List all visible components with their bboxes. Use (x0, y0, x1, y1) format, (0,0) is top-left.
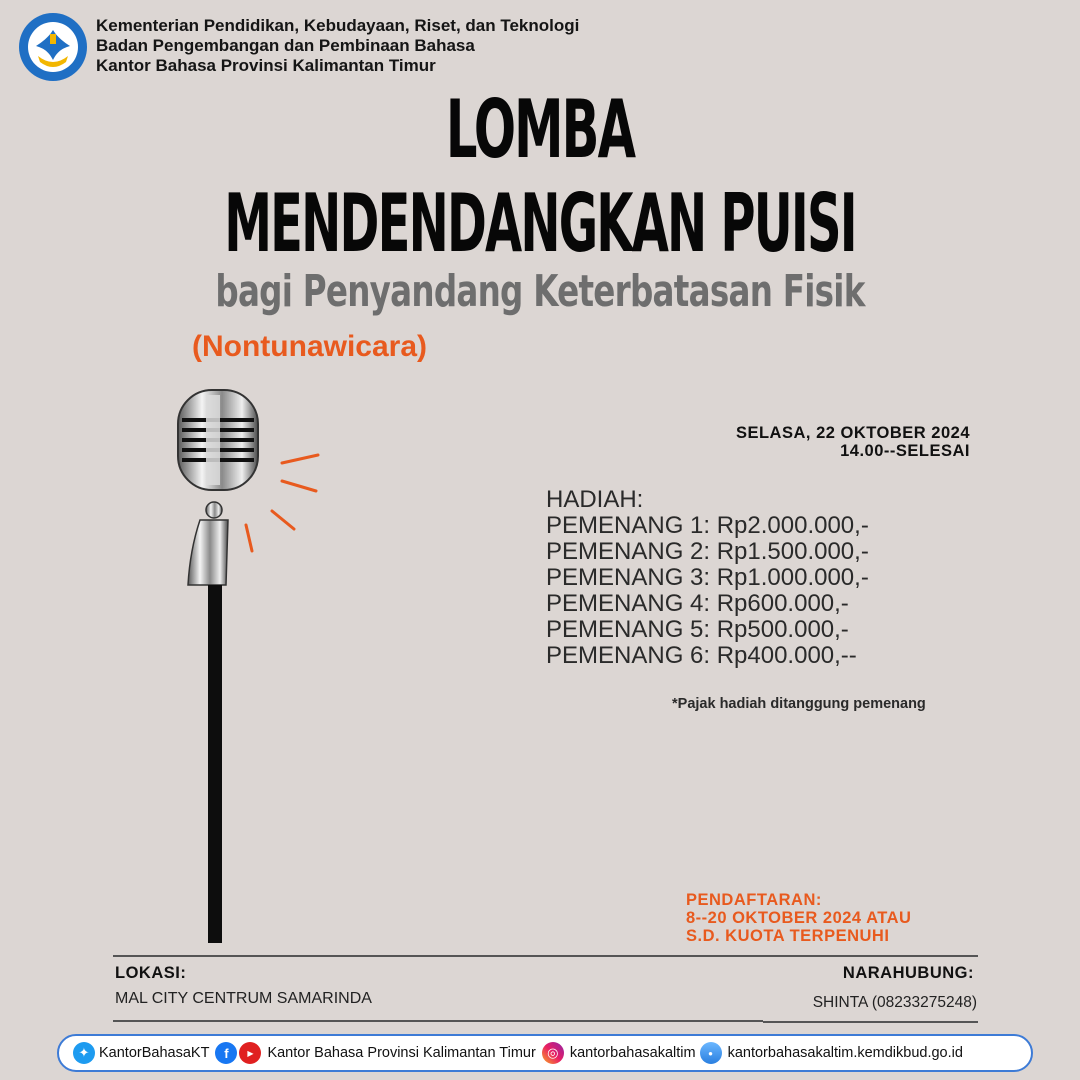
divider-bottom-right (763, 1021, 978, 1023)
location-label: LOKASI: (115, 964, 187, 982)
prize-item: PEMENANG 6: Rp400.000,-- (546, 642, 857, 669)
instagram-handle[interactable]: kantorbahasakaltim (569, 1045, 696, 1061)
divider-top (113, 955, 978, 957)
kemdikbud-logo-icon (18, 12, 88, 82)
registration-label: PENDAFTARAN: (686, 891, 822, 909)
org-line-ministry: Kementerian Pendidikan, Kebudayaan, Riset, dan Teknologi (96, 16, 580, 35)
prize-item: PEMENANG 1: Rp2.000.000,- (546, 512, 869, 539)
event-time: 14.00--SELESAI (840, 442, 970, 460)
title-line-2: MENDENDANGKAN PUISI (224, 177, 856, 270)
twitter-icon[interactable]: ✦ (73, 1042, 95, 1064)
prize-item: PEMENANG 3: Rp1.000.000,- (546, 564, 869, 591)
registration-dates: 8--20 OKTOBER 2024 ATAU (686, 909, 912, 927)
org-line-office: Kantor Bahasa Provinsi Kalimantan Timur (96, 56, 436, 75)
category-note: (Nontunawicara) (192, 330, 428, 363)
prize-item: PEMENANG 2: Rp1.500.000,- (546, 538, 869, 565)
tax-note: *Pajak hadiah ditanggung pemenang (672, 696, 926, 712)
org-line-agency: Badan Pengembangan dan Pembinaan Bahasa (96, 36, 475, 55)
microphone-icon (160, 385, 340, 955)
instagram-icon[interactable]: ◎ (542, 1042, 564, 1064)
event-date: SELASA, 22 OKTOBER 2024 (735, 424, 970, 442)
prize-heading: HADIAH: (546, 486, 644, 513)
website-icon[interactable]: ● (700, 1042, 722, 1064)
contact-label: NARAHUBUNG: (842, 964, 974, 982)
registration-quota: S.D. KUOTA TERPENUHI (686, 927, 890, 945)
registration-info (686, 891, 911, 945)
facebook-icon[interactable]: f (215, 1042, 237, 1064)
website-url[interactable]: kantorbahasakaltim.kemdikbud.go.id (727, 1045, 963, 1061)
event-schedule (736, 424, 970, 460)
subtitle: bagi Penyandang Keterbatasan Fisik (215, 266, 865, 317)
twitter-handle[interactable]: KantorBahasaKT (99, 1045, 210, 1061)
prize-item: PEMENANG 5: Rp500.000,- (546, 616, 849, 643)
prize-item: PEMENANG 4: Rp600.000,- (546, 590, 849, 617)
contact-value: SHINTA (08233275248) (812, 994, 977, 1011)
facebook-youtube-name[interactable]: Kantor Bahasa Provinsi Kalimantan Timur (267, 1045, 536, 1061)
location-value: MAL CITY CENTRUM SAMARINDA (115, 990, 372, 1007)
organization-header (96, 16, 579, 76)
prize-list (546, 487, 869, 669)
divider-bottom-left (113, 1020, 763, 1022)
title-line-1: LOMBA (445, 83, 635, 176)
social-media-bar (57, 1034, 1033, 1072)
youtube-icon[interactable]: ▶ (239, 1042, 261, 1064)
